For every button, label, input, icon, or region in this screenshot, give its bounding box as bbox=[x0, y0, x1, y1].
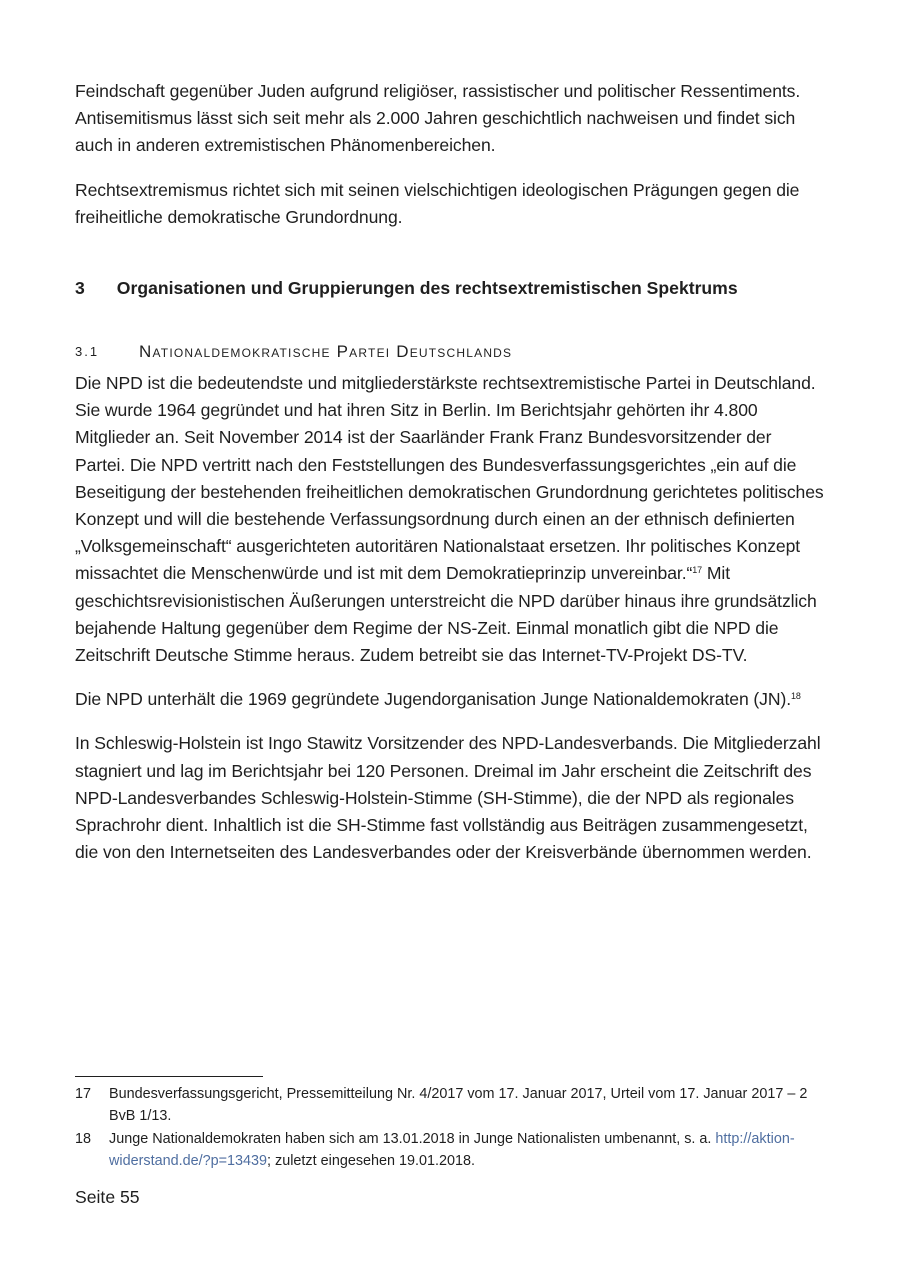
npd-paragraph-3: In Schleswig-Holstein ist Ingo Stawitz Vorsitzender des NPD-Landesverbands. Die Mitgliederzahl stagniert und lag im Berichtsjahr bei 120 Personen. Dreimal im Jahr erscheint die Zeitschrift des NPD-Landesverbandes Schleswig-Holstein-Stimme (SH-Stimme), die der NPD als regionales Sprachrohr dient. Inhaltlich ist die SH-Stimme fast vollständig aus Beiträgen zusammengesetzt, die von den Internetseiten des Landesverbandes oder der Kreisverbände übernommen werden. bbox=[75, 733, 821, 863]
footnote-text-before: Junge Nationaldemokraten haben sich am 13.01.2018 in Junge Nationalisten umbenannt, s. a. bbox=[109, 1130, 716, 1147]
npd-paragraph-1-part-2: Mit geschichtsrevisionistischen Äußerungen unterstreicht die NPD darüber hinaus ihre grundsätzlich bejahende Haltung gegenüber dem Regime der NS-Zeit. Einmal monatlich gibt die NPD die Zeitschrift Deutsche Stimme heraus. Zudem betreibt sie das Internet-TV-Projekt DS-TV. bbox=[75, 563, 817, 666]
footnotes bbox=[75, 1083, 835, 1173]
chapter-number: 3 bbox=[75, 278, 85, 299]
footnote-text bbox=[109, 1128, 835, 1173]
footnote-link[interactable]: http://aktion-widerstand.de/?p=13439 bbox=[109, 1130, 795, 1170]
footnote-text: Bundesverfassungsgericht, Pressemitteilung Nr. 4/2017 vom 17. Januar 2017, Urteil vom 17. Januar 2017 – 2 BvB 1/13. bbox=[109, 1086, 808, 1125]
intro-paragraph-2: Rechtsextremismus richtet sich mit seinen vielschichtigen ideologischen Prägungen gegen die freiheitliche demokratische Grundordnung. bbox=[75, 179, 800, 227]
npd-paragraph-1 bbox=[75, 370, 825, 669]
footnote-17 bbox=[75, 1083, 835, 1128]
chapter-title: Organisationen und Gruppierungen des rechtsextremistischen Spektrums bbox=[116, 278, 738, 299]
page-number: Seite 55 bbox=[75, 1187, 140, 1207]
npd-paragraph-2-text: Die NPD unterhält die 1969 gegründete Jugendorganisation Junge Nationaldemokraten (JN). bbox=[75, 689, 792, 710]
intro-paragraph-1: Feindschaft gegenüber Juden aufgrund religiöser, rassistischer und politischer Ressentiments. Antisemitismus lässt sich seit mehr als 2.000 Jahren geschichtlich nachweisen und findet sich auch in anderen extremistischen Phänomenbereichen. bbox=[75, 81, 801, 156]
chapter-heading bbox=[75, 275, 825, 302]
footnote-divider bbox=[75, 1076, 263, 1077]
footnote-ref-17[interactable]: 17 bbox=[692, 565, 703, 576]
footnote-ref-18[interactable]: 18 bbox=[791, 691, 801, 702]
section-number: 3.1 bbox=[75, 344, 100, 360]
footnote-text-after: ; zuletzt eingesehen 19.01.2018. bbox=[267, 1153, 476, 1170]
npd-paragraph-2 bbox=[75, 686, 825, 713]
page-content bbox=[75, 78, 825, 866]
footnote-number: 18 bbox=[75, 1130, 92, 1147]
footnote-18 bbox=[75, 1128, 835, 1173]
section-heading bbox=[75, 340, 825, 364]
footnote-number: 17 bbox=[75, 1086, 92, 1102]
npd-paragraph-1-part-1: Die NPD ist die bedeutendste und mitgliederstärkste rechtsextremistische Partei in Deutschland. Sie wurde 1964 gegründet und hat ihren Sitz in Berlin. Im Berichtsjahr gehörten ihr 4.800 Mitglieder an. Seit November 2014 ist der Saarländer Frank Franz Bundesvorsitzender der Partei. Die NPD vertritt nach den Feststellungen des Bundesverfassungsgerichtes „ein auf die Beseitigung der bestehenden freiheitlichen demokratischen Grundordnung gerichtetes politisches Konzept und will die bestehende Verfassungsordnung durch einen an der ethnisch definierten „Volksgemeinschaft“ ausgerichteten autoritären Nationalstaat ersetzen. Ihr politisches Konzept missachtet die Menschenwürde und ist mit dem Demokratieprinzip unvereinbar.“ bbox=[75, 373, 824, 584]
section-title: Nationaldemokratische Partei Deutschlands bbox=[139, 342, 513, 362]
